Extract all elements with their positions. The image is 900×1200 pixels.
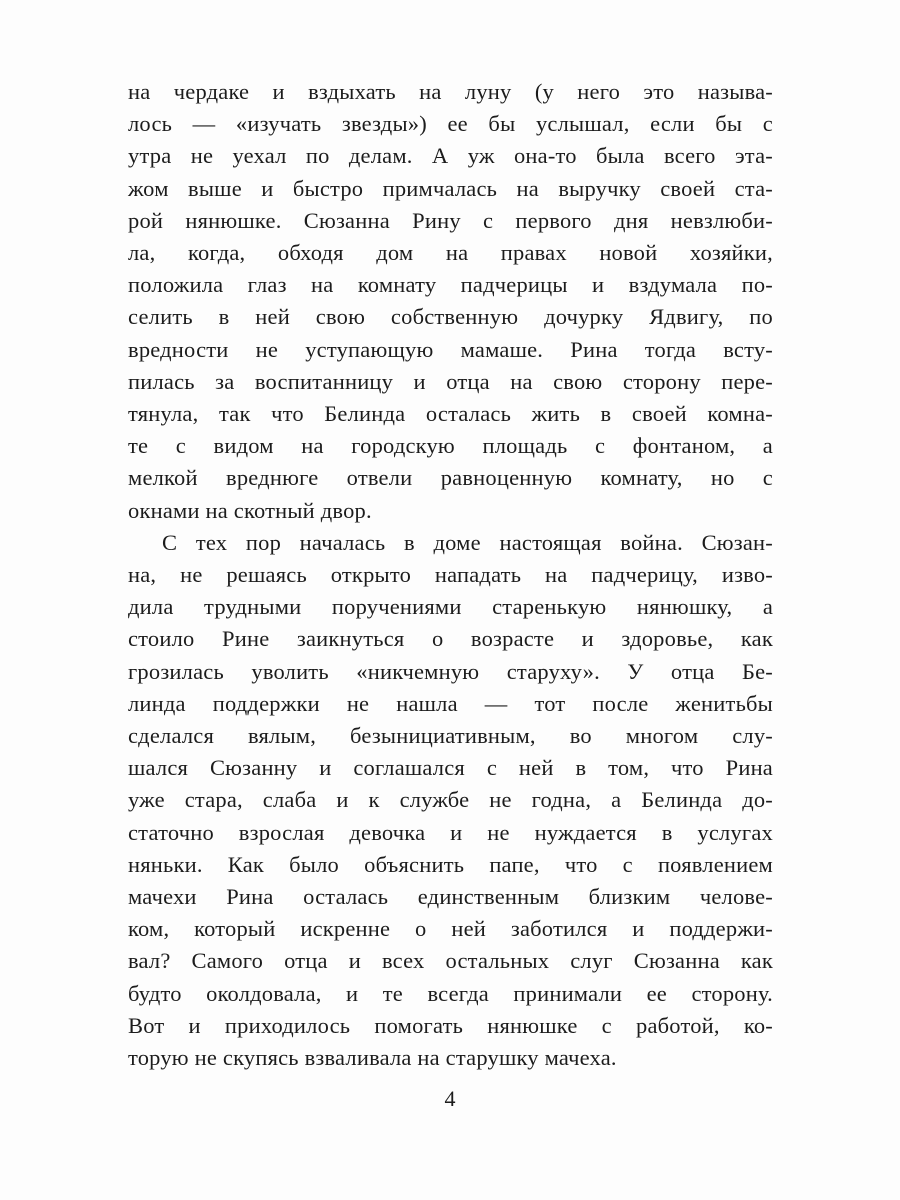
text-line: мелкой вреднюге отвели равноценную комнату, но с xyxy=(128,465,773,491)
text-block xyxy=(128,76,773,1074)
text-line: селить в ней свою собственную дочурку Ядвигу, по xyxy=(128,304,773,330)
text-line: тянула, так что Белинда осталась жить в своей комна- xyxy=(128,401,773,427)
paragraph xyxy=(128,527,773,1074)
text-line: торую не скупясь взваливала на старушку мачеха. xyxy=(128,1045,617,1071)
text-line: будто околдовала, и те всегда принимали ее сторону. xyxy=(128,980,773,1006)
text-line: дила трудными поручениями старенькую нянюшку, а xyxy=(128,594,773,620)
text-line: ла, когда, обходя дом на правах новой хозяйки, xyxy=(128,240,773,266)
text-line: мачехи Рина осталась единственным близким челове- xyxy=(128,884,773,910)
text-line: на, не решаясь открыто нападать на падчерицу, изво- xyxy=(128,562,773,588)
text-line: шался Сюзанну и соглашался с ней в том, что Рина xyxy=(128,755,773,781)
text-line: статочно взрослая девочка и не нуждается в услугах xyxy=(128,819,773,845)
text-line: лось — «изучать звезды») ее бы услышал, если бы с xyxy=(128,111,773,137)
text-line: вал? Самого отца и всех остальных слуг Сюзанна как xyxy=(128,948,773,974)
paragraph xyxy=(128,76,773,527)
text-line: жом выше и быстро примчалась на выручку своей ста- xyxy=(128,175,773,201)
text-line: окнами на скотный двор. xyxy=(128,497,372,523)
text-line: на чердаке и вздыхать на луну (у него это называ- xyxy=(128,79,773,104)
text-line: линда поддержки не нашла — тот после женитьбы xyxy=(128,690,773,716)
text-line: няньки. Как было объяснить папе, что с появлением xyxy=(128,851,773,877)
text-line: положила глаз на комнату падчерицы и вздумала по- xyxy=(128,272,773,298)
text-line: С тех пор началась в доме настоящая война. Сюзан- xyxy=(162,529,773,555)
text-line: утра не уехал по делам. А уж она-то была всего эта- xyxy=(128,143,773,169)
text-line: сделался вялым, безынициативным, во многом слу- xyxy=(128,723,773,749)
text-line: уже стара, слаба и к службе не годна, а Белинда до- xyxy=(128,787,773,813)
text-line: стоило Рине заикнуться о возрасте и здоровье, как xyxy=(128,626,773,652)
page-number: 4 xyxy=(444,1086,456,1111)
text-line: Вот и приходилось помогать нянюшке с работой, ко- xyxy=(128,1012,773,1038)
text-line: пилась за воспитанницу и отца на свою сторону пере- xyxy=(128,368,773,394)
text-line: вредности не уступающую мамаше. Рина тогда всту- xyxy=(128,336,773,362)
text-line: грозилась уволить «никчемную старуху». У отца Бе- xyxy=(128,658,773,684)
text-line: ком, который искренне о ней заботился и поддержи- xyxy=(128,916,773,942)
text-line: рой нянюшке. Сюзанна Рину с первого дня невзлюби- xyxy=(128,207,773,233)
text-line: те с видом на городскую площадь с фонтаном, а xyxy=(128,433,773,459)
